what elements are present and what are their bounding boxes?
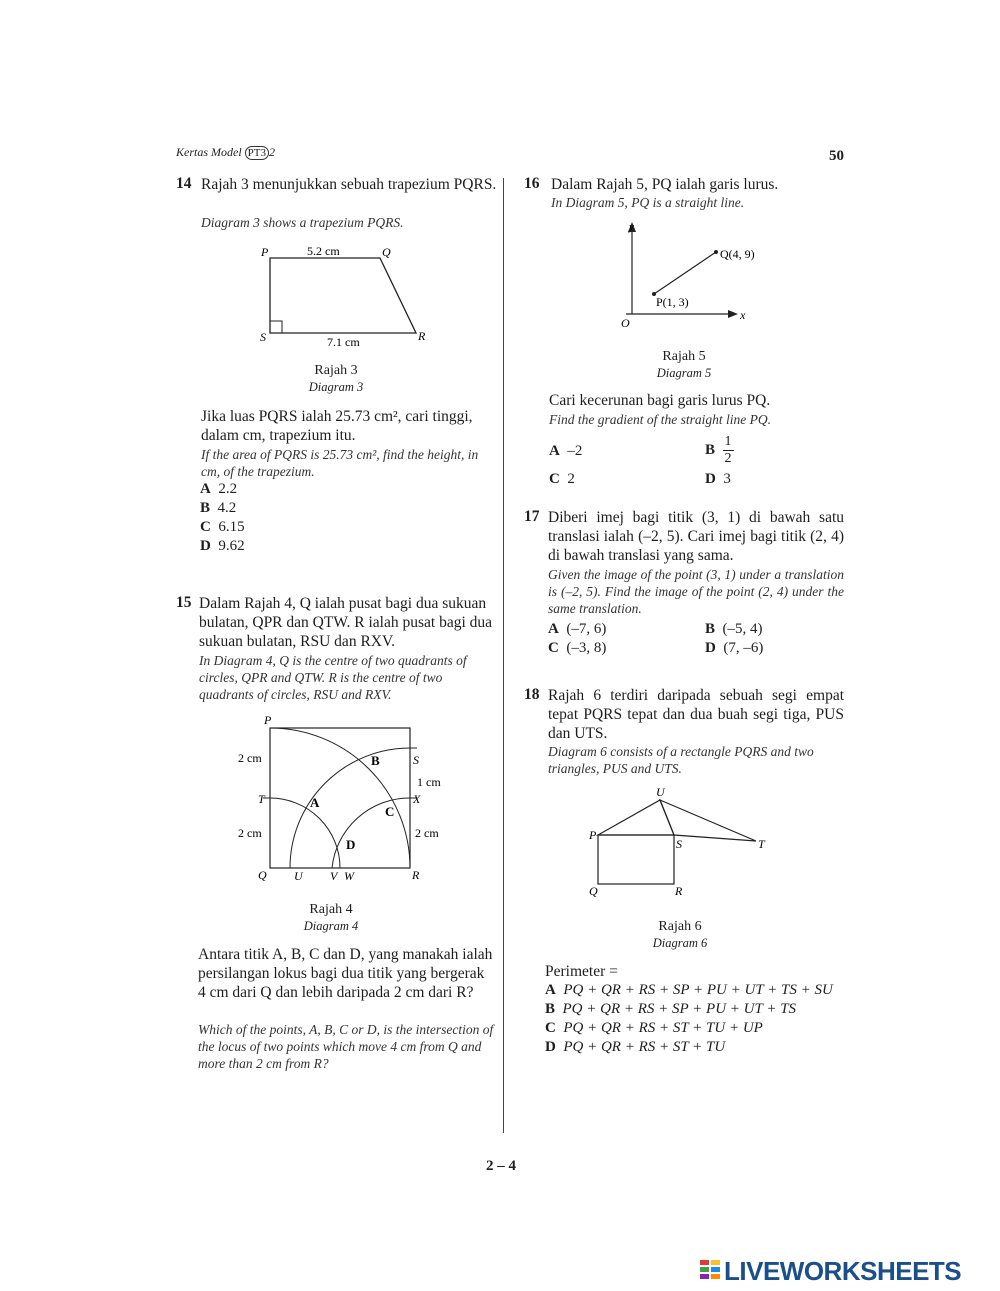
origin-label: O (621, 316, 630, 330)
q14-label-r: R (418, 329, 426, 343)
arc-rxv (332, 798, 410, 868)
header-suffix: 2 (269, 145, 276, 159)
brand-icon (700, 1260, 722, 1284)
page-header (176, 145, 275, 160)
q15-caption-malay: Rajah 4 (309, 902, 353, 917)
trapezium-shape (270, 258, 416, 333)
q18-label-s: S (676, 837, 682, 851)
q15-number: 15 (176, 594, 192, 611)
q16-question-english: Find the gradient of the straight line PQ. (549, 412, 771, 427)
q14-question-malay: Jika luas PQRS ialah 25.73 cm², cari tinggi, dalam cm, trapezium itu. (201, 408, 473, 444)
page-number: 50 (829, 148, 844, 164)
right-angle-mark (270, 321, 282, 333)
q16-option-a[interactable]: A –2 (549, 443, 583, 459)
q18-caption-english: Diagram 6 (652, 936, 708, 950)
q18-label-q: Q (589, 884, 598, 898)
rectangle-triangle-diagram (580, 784, 780, 900)
q14-label-p: P (261, 245, 269, 259)
q17-option-d[interactable]: D (7, –6) (705, 640, 764, 656)
q15-question-malay: Antara titik A, B, C dan D, yang manakah ialah persilangan lokus bagi dua titik yang bergerak 4 cm dari Q dan lebih daripada 2 cm dari R? (198, 946, 493, 1001)
q14-option-b[interactable]: B 4.2 (200, 500, 237, 516)
header-box: PT3 (245, 146, 269, 160)
q18-label-r: R (675, 884, 683, 898)
q14-option-d[interactable]: D 9.62 (200, 538, 245, 554)
q14-question-english: If the area of PQRS is 25.73 cm², find the height, in cm, of the trapezium. (201, 447, 479, 479)
q15-label-s: S (413, 753, 419, 767)
point-d: D (346, 837, 356, 852)
q15-label-t: T (258, 792, 265, 806)
footer-page-label: 2 – 4 (486, 1158, 516, 1174)
point-b: B (371, 753, 380, 768)
q18-caption (620, 918, 740, 952)
q17-option-b[interactable]: B (–5, 4) (705, 621, 763, 637)
header-title: Kertas Model (176, 145, 242, 159)
q16-number: 16 (524, 175, 540, 192)
q15-label-r: R (412, 868, 420, 882)
brand-name: LIVEWORKSHEETS (724, 1256, 962, 1286)
q18-label-t: T (758, 837, 765, 851)
q15-len-tq: 2 cm (238, 826, 262, 840)
q18-malay: Rajah 6 terdiri daripada sebuah segi empat tepat PQRS tepat dan dua buah segi tiga, PUS dan UTS. (548, 687, 844, 742)
q14-label-q: Q (382, 245, 391, 259)
q15-len-sx: 1 cm (417, 775, 441, 789)
q14-caption (276, 362, 396, 396)
y-axis-label: y (629, 221, 634, 233)
trapezium-diagram (250, 240, 440, 352)
q16-question-malay: Cari kecerunan bagi garis lurus PQ. (549, 392, 771, 409)
rectangle-pqrs (598, 835, 674, 884)
line-pq (654, 252, 716, 294)
q14-label-s: S (260, 330, 266, 344)
q14-malay: Rajah 3 menunjukkan sebuah trapezium PQRS. (201, 176, 497, 193)
outer-square (270, 728, 410, 868)
q15-label-x: X (413, 792, 421, 806)
q14-top-length: 5.2 cm (307, 244, 340, 258)
coordinate-diagram (612, 218, 762, 336)
q15-label-u: U (294, 869, 303, 883)
q14-option-c[interactable]: C 6.15 (200, 519, 245, 535)
q15-len-xr: 2 cm (415, 826, 439, 840)
q17-number: 17 (524, 508, 540, 525)
q15-label-w: W (344, 869, 354, 883)
q18-prompt: Perimeter = (545, 963, 618, 980)
q17-option-c[interactable]: C (–3, 8) (548, 640, 607, 656)
q16-english: In Diagram 5, PQ is a straight line. (551, 195, 745, 210)
triangle-uts (660, 800, 756, 841)
p-coordinate-label: P(1, 3) (656, 295, 689, 309)
q16-option-d[interactable]: D 3 (705, 471, 731, 487)
q15-question-english: Which of the points, A, B, C or D, is the intersection of the locus of two points which move 4 cm from Q and more than 2 cm from R? (198, 1022, 494, 1071)
q18-number: 18 (524, 686, 540, 703)
q14-english: Diagram 3 shows a trapezium PQRS. (201, 215, 404, 230)
q16-option-b[interactable]: B 1 2 (705, 434, 732, 466)
liveworksheets-logo (700, 1256, 961, 1287)
x-arrow (728, 310, 738, 318)
q18-label-p: P (589, 828, 597, 842)
q18-english: Diagram 6 consists of a rectangle PQRS and two triangles, PUS and UTS. (548, 744, 814, 776)
point-q (714, 250, 718, 254)
q15-caption-english: Diagram 4 (303, 919, 359, 933)
q16-caption-english: Diagram 5 (656, 366, 712, 380)
q18-option-a[interactable]: A PQ + QR + RS + SP + PU + UT + TS + SU (545, 982, 833, 998)
column-divider (503, 178, 504, 1133)
q15-english: In Diagram 4, Q is the centre of two quadrants of circles, QPR and QTW. R is the centre of two quadrants of circles, RSU and RXV. (199, 653, 467, 702)
q15-label-q: Q (258, 868, 267, 882)
point-a: A (310, 795, 320, 810)
q17-option-a[interactable]: A (–7, 6) (548, 621, 607, 637)
q15-label-v: V (330, 869, 338, 883)
q16-malay: Dalam Rajah 5, PQ ialah garis lurus. (551, 176, 779, 193)
q14-option-a[interactable]: A 2.2 (200, 481, 238, 497)
q15-caption (271, 901, 391, 935)
q15-label-p: P (264, 713, 272, 727)
q15-len-pt: 2 cm (238, 751, 262, 765)
arc-qtw (270, 798, 340, 868)
q17-malay: Diberi imej bagi titik (3, 1) di bawah satu translasi ialah (–2, 5). Cari imej bagi titik (2, 4) di bawah translasi yang sama. (548, 509, 844, 564)
q16-caption (624, 348, 744, 382)
q14-caption-malay: Rajah 3 (314, 363, 358, 378)
q14-number: 14 (176, 175, 192, 192)
q17-english: Given the image of the point (3, 1) under a translation is (–2, 5). Find the image of the point (2, 4) under the same translation. (548, 567, 844, 616)
q15-malay: Dalam Rajah 4, Q ialah pusat bagi dua sukuan bulatan, QPR dan QTW. R ialah pusat bagi dua sukuan bulatan, RSU dan RXV. (199, 595, 493, 650)
q14-bottom-length: 7.1 cm (327, 335, 360, 349)
q-coordinate-label: Q(4, 9) (720, 247, 755, 261)
point-c: C (385, 804, 395, 819)
q18-option-c[interactable]: C PQ + QR + RS + ST + TU + UP (545, 1020, 763, 1036)
q14-caption-english: Diagram 3 (308, 380, 364, 394)
q18-option-b[interactable]: B PQ + QR + RS + SP + PU + UT + TS (545, 1001, 797, 1017)
q16-option-c[interactable]: C 2 (549, 471, 575, 487)
fraction: 1 2 (724, 434, 732, 466)
x-axis-label: x (740, 308, 746, 322)
quadrant-diagram (230, 712, 450, 892)
q18-option-d[interactable]: D PQ + QR + RS + ST + TU (545, 1039, 726, 1055)
q18-label-u: U (656, 785, 665, 799)
arc-qpr (270, 728, 410, 868)
q16-caption-malay: Rajah 5 (662, 349, 706, 364)
q18-caption-malay: Rajah 6 (658, 919, 702, 934)
